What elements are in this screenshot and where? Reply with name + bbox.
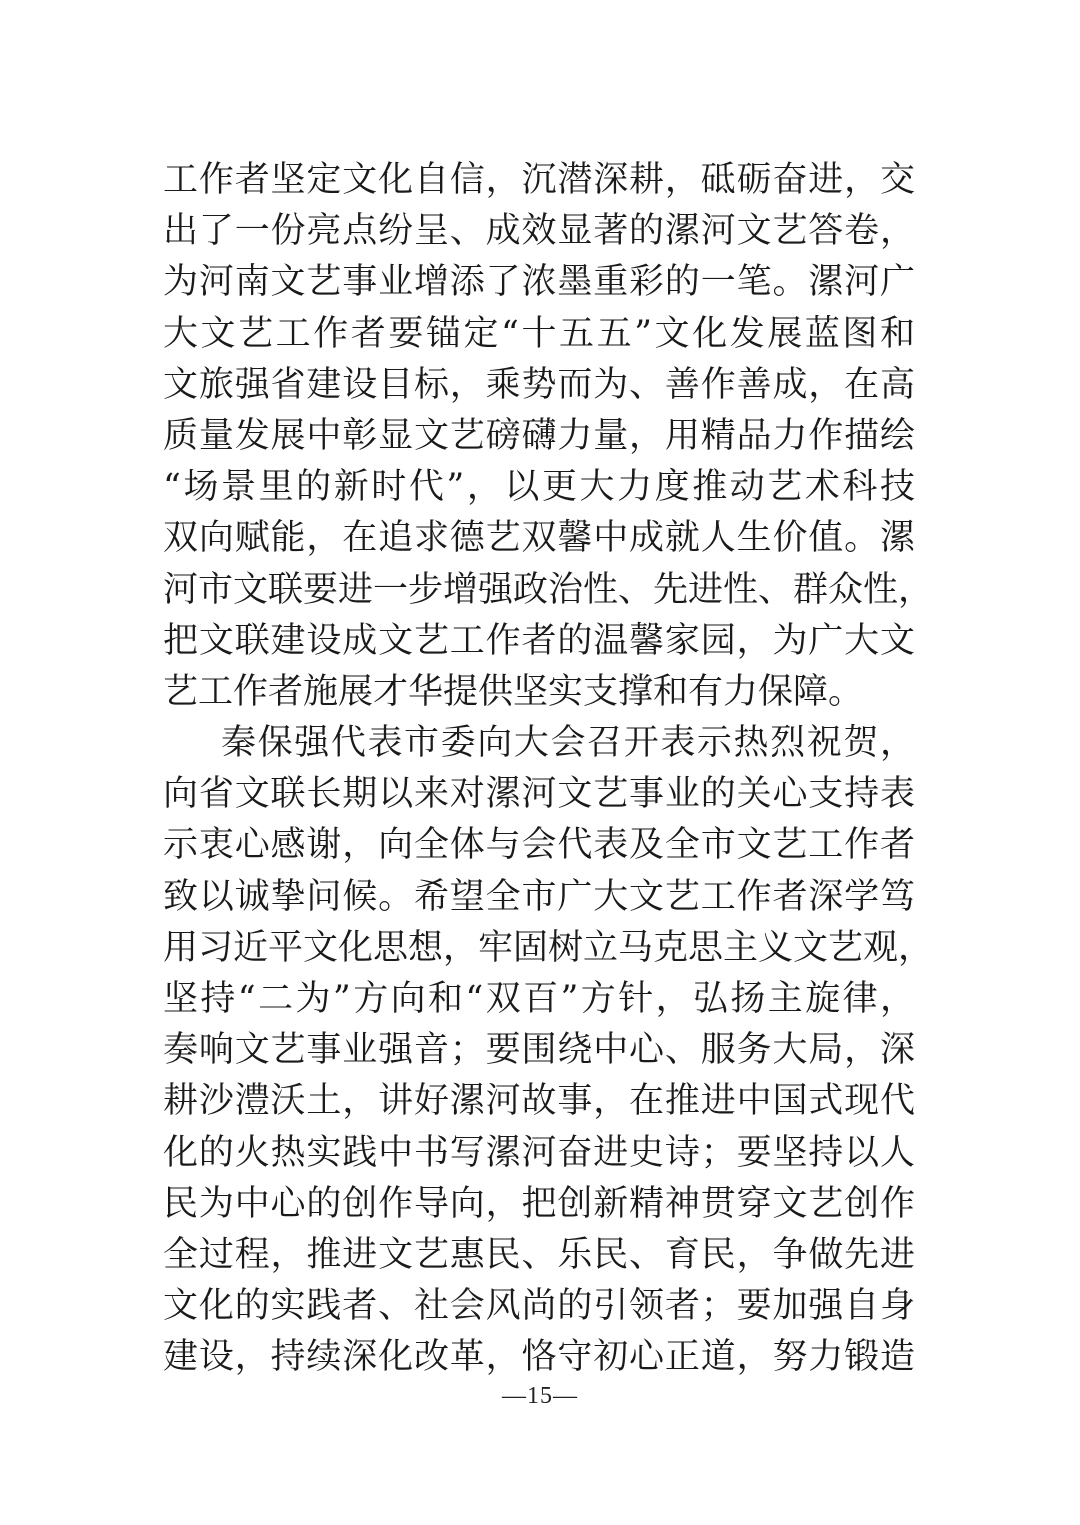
text-line: 文旅强省建设目标，乘势而为、善作善成，在高 [163, 364, 915, 405]
text-line: 艺工作者施展才华提供坚实支撑和有力保障。 [163, 671, 864, 712]
text-line: 耕沙澧沃土，讲好漯河故事，在推进中国式现代 [163, 1081, 915, 1122]
text-line: 把文联建设成文艺工作者的温馨家园，为广大文 [163, 620, 915, 661]
text-line: 大文艺工作者要锚定“十五五”文化发展蓝图和 [163, 313, 915, 354]
text-line: 河市文联要进一步增强政治性、先进性、群众性， [163, 569, 934, 610]
text-line: 为河南文艺事业增添了浓墨重彩的一笔。漯河广 [163, 262, 915, 303]
text-line: 坚持“二为”方向和“双百”方针，弘扬主旋律， [163, 979, 915, 1019]
text-line: 示衷心感谢，向全体与会代表及全市文艺工作者 [163, 825, 915, 866]
text-line: 化的火热实践中书写漯河奋进史诗；要坚持以人 [163, 1132, 915, 1173]
text-line: 全过程，推进文艺惠民、乐民、育民，争做先进 [163, 1234, 915, 1275]
text-line: 用习近平文化思想，牢固树立马克思主义文艺观， [163, 927, 934, 968]
text-line: 文化的实践者、社会风尚的引领者；要加强自身 [163, 1286, 915, 1327]
text-line: 致以诚挚问候。希望全市广大文艺工作者深学笃 [163, 876, 915, 917]
text-line: 工作者坚定文化自信，沉潜深耕，砥砺奋进，交 [163, 160, 915, 200]
text-line: 秦保强代表市委向大会召开表示热烈祝贺， [221, 723, 915, 764]
text-line: 建设，持续深化改革，恪守初心正道，努力锻造 [163, 1337, 915, 1378]
text-line: 奏响文艺事业强音；要围绕中心、服务大局，深 [163, 1030, 915, 1071]
text-line: “场景里的新时代”，以更大力度推动艺术科技 [163, 467, 915, 508]
text-line: 出了一份亮点纷呈、成效显著的漯河文艺答卷， [163, 211, 915, 252]
text-line: 质量发展中彰显文艺磅礴力量，用精品力作描绘 [163, 415, 915, 456]
text-line: 双向赋能，在追求德艺双馨中成就人生价值。漯 [163, 518, 915, 559]
paragraph-1 [163, 155, 934, 718]
paragraph-2 [163, 718, 934, 1383]
body-text [163, 155, 934, 1384]
text-line: 民为中心的创作导向，把创新精神贯穿文艺创作 [163, 1183, 915, 1224]
text-line: 向省文联长期以来对漯河文艺事业的关心支持表 [163, 774, 915, 815]
page-number: —15— [502, 1383, 578, 1409]
